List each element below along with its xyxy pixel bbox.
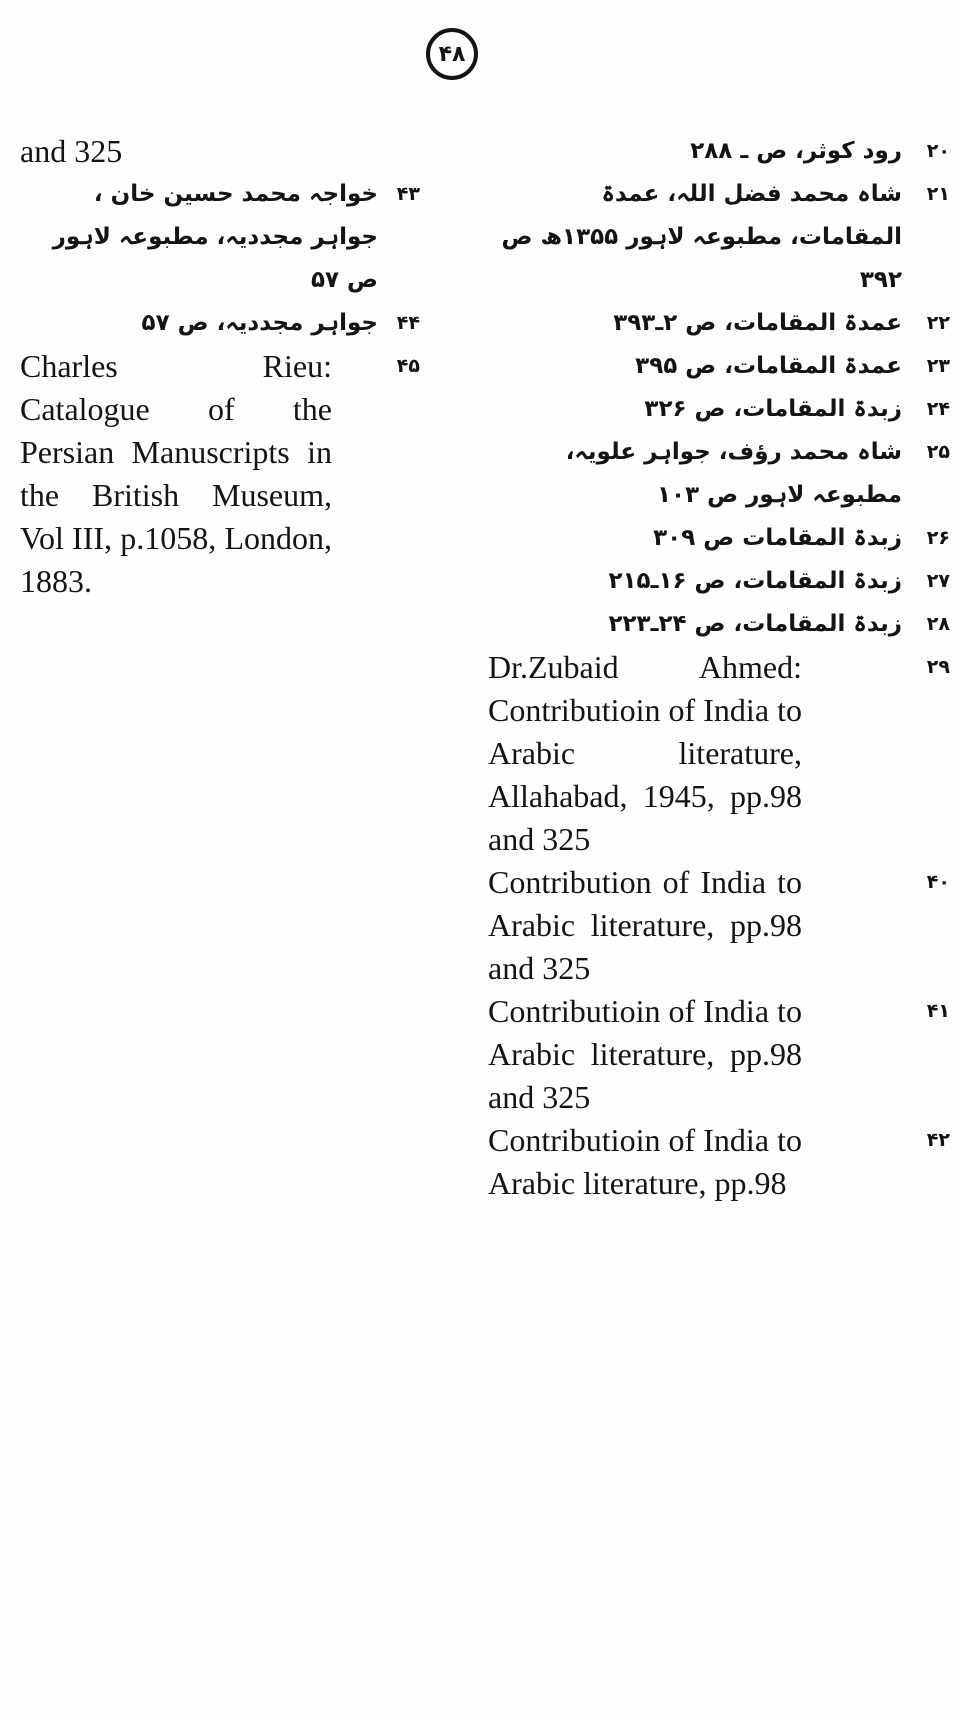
footnote (488, 990, 950, 1119)
footnote-number: ۴۱ (926, 1000, 950, 1022)
footnote-number: ۴۴ (396, 312, 420, 334)
footnote (488, 302, 950, 345)
footnote-number: ۴۲ (926, 1129, 950, 1151)
footnote-number: ۲۳ (926, 355, 950, 377)
footnote (488, 173, 950, 302)
footnote (20, 173, 420, 302)
footnote-text: زبدۃ المقامات، ص ۱۶ـ۲۱۵ (608, 568, 902, 594)
footnote-number: ۲۶ (926, 527, 950, 549)
left-notes-list (20, 173, 420, 603)
footnote-number: ۴۰ (926, 871, 950, 893)
footnote-number: ۲۷ (926, 570, 950, 592)
footnote-text: Charles Rieu: Catalogue of the Persian Manuscripts in the British Museum, Vol III, p.1058, London, 1883. (20, 348, 332, 599)
footnote (488, 646, 950, 861)
footnote-text: زبدۃ المقامات ص ۳۰۹ (653, 525, 902, 551)
footnote-text: Contributioin of India to Arabic literature, pp.98 and 325 (488, 993, 802, 1115)
footnote (488, 603, 950, 646)
footnote-text: Contribution of India to Arabic literature, pp.98 and 325 (488, 864, 802, 986)
footnote-number: ۲۰ (926, 140, 950, 162)
footnote (20, 345, 420, 603)
footnote (20, 302, 420, 345)
footnote-text: Contributioin of India to Arabic literature, pp.98 (488, 1122, 802, 1201)
footnote-number: ۴۳ (396, 183, 420, 205)
footnote (488, 861, 950, 990)
footnote (488, 388, 950, 431)
footnote-number: ۲۸ (926, 613, 950, 635)
footnote-number: ۴۵ (396, 355, 420, 377)
footnote-text: عمدۃ المقامات، ص ۲ـ۳۹۳ (613, 310, 902, 336)
footnote-text: جواہر مجددیہ، ص ۵۷ (141, 310, 378, 336)
footnote (488, 345, 950, 388)
footnote (488, 130, 950, 173)
footnote-text: Dr.Zubaid Ahmed: Contributioin of India to Arabic literature, Allahabad, 1945, pp.98 and 325 (488, 649, 802, 857)
footnote-text: عمدۃ المقامات، ص ۳۹۵ (635, 353, 902, 379)
footnote (488, 560, 950, 603)
footnote-text: زبدۃ المقامات، ص ۲۴ـ۲۲۳ (608, 611, 902, 637)
footnote-number: ۲۹ (926, 656, 950, 678)
footnote-number: ۲۱ (926, 183, 950, 205)
right-notes-list (488, 130, 950, 1205)
right-column (488, 130, 950, 1205)
footnote (488, 431, 950, 517)
footnote-number: ۲۵ (926, 441, 950, 463)
page-number: ۴۸ (426, 28, 478, 80)
footnote-text: شاہ محمد رؤف، جواہر علویہ، مطبوعہ لاہور ص ۱۰۳ (565, 439, 902, 508)
continuation-text: and 325 (20, 133, 123, 169)
footnote-text: خواجہ محمد حسین خان ، جواہر مجددیہ، مطبوعہ لاہور ص ۵۷ (52, 181, 378, 293)
footnote-text: شاہ محمد فضل اللہ، عمدۃ المقامات، مطبوعہ لاہور ۱۳۵۵ھ ص ۳۹۲ (501, 181, 902, 293)
footnote (488, 1119, 950, 1205)
footnote-number: ۲۲ (926, 312, 950, 334)
footnote-text: رود کوثر، ص ـ ۲۸۸ (690, 138, 902, 164)
footnote-text: زبدۃ المقامات، ص ۳۲۶ (644, 396, 902, 422)
footnote (488, 517, 950, 560)
left-column (20, 130, 420, 603)
footnote-number: ۲۴ (926, 398, 950, 420)
